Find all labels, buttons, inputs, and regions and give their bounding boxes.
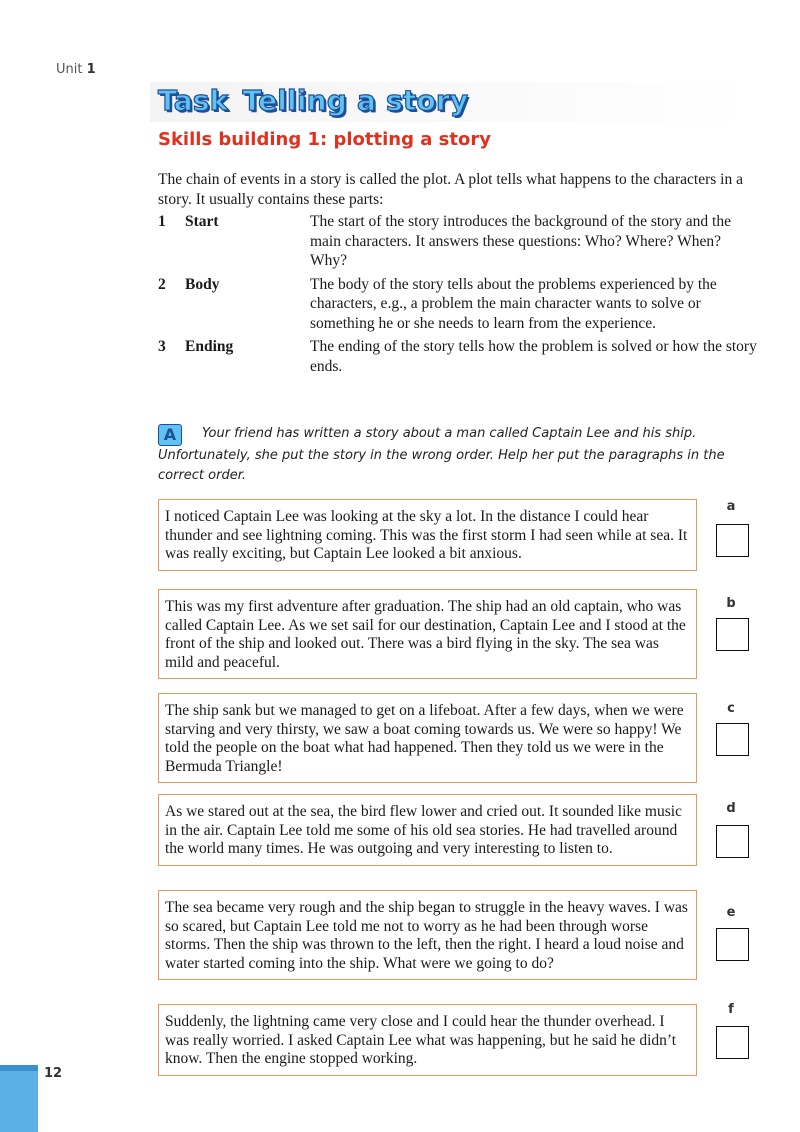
page-number: 12 bbox=[44, 1066, 63, 1081]
paragraph-letter-f: f bbox=[728, 1002, 734, 1017]
story-paragraph-e: The sea became very rough and the ship began to struggle in the heavy waves. I was so scared, but Captain Lee told me not to worry as he had been through worse storms. Then the ship was thrown to the left, then the right. I heard a loud noise and water started coming into the ship. What were we going to do? bbox=[158, 890, 697, 980]
unit-label: Unit 1 bbox=[56, 62, 96, 77]
story-paragraph-f: Suddenly, the lightning came very close and I could hear the thunder overhead. I was really worried. I asked Captain Lee what was happening, but he said he didn’t know. Then the engine stopped working. bbox=[158, 1004, 697, 1076]
page-edge-tab-accent bbox=[0, 1065, 38, 1071]
answer-box-d[interactable] bbox=[716, 825, 749, 858]
page-edge-tab bbox=[0, 1065, 38, 1132]
story-paragraph-b: This was my first adventure after graduation. The ship had an old captain, who was called Captain Lee. As we set sail for our destination, Captain Lee and I stood at the front of the ship and looked out. There was a bird flying in the sky. The sea was mild and peaceful. bbox=[158, 589, 697, 679]
plot-part-start: 1 Start The start of the story introduces the background of the story and the main characters. It answers these questions: Who? Where? When? Why? bbox=[158, 213, 731, 269]
plot-part-body: 2 Body The body of the story tells about the problems experienced by the characters, e.g., a problem the main character wants to solve or something he or she needs to learn from the experience. bbox=[158, 275, 717, 332]
paragraph-letter-b: b bbox=[726, 596, 736, 611]
story-paragraph-c: The ship sank but we managed to get on a lifeboat. After a few days, when we were starving and very thirsty, we saw a boat coming towards us. We were so happy! We told the people on the boat what had happened. Then they told us we were in the Bermuda Triangle! bbox=[158, 693, 697, 783]
plot-part-ending: 3 Ending The ending of the story tells how the problem is solved or how the story ends. bbox=[158, 338, 757, 375]
paragraph-letter-d: d bbox=[726, 801, 736, 816]
answer-box-f[interactable] bbox=[716, 1026, 749, 1059]
exercise-badge-icon: A bbox=[158, 424, 182, 446]
page-title: Task Telling a story bbox=[158, 84, 469, 117]
story-paragraph-d: As we stared out at the sea, the bird flew lower and cried out. It sounded like music in the air. Captain Lee told me some of his old sea stories. He had travelled around the world many times. He was outgoing and very interesting to listen to. bbox=[158, 794, 697, 866]
answer-box-b[interactable] bbox=[716, 618, 749, 651]
intro-text: The chain of events in a story is called the plot. A plot tells what happens to the characters in a story. It usually contains these parts: bbox=[158, 171, 743, 208]
answer-box-e[interactable] bbox=[716, 928, 749, 961]
section-subtitle: Skills building 1: plotting a story bbox=[158, 129, 491, 150]
paragraph-letter-c: c bbox=[727, 701, 735, 716]
exercise-instruction: A Your friend has written a story about a man called Captain Lee and his ship. Unfortunately, she put the story in the wrong order. Help her put the paragraphs in the correct order. bbox=[158, 425, 725, 483]
paragraph-letter-a: a bbox=[726, 499, 736, 514]
answer-box-a[interactable] bbox=[716, 524, 749, 557]
paragraph-letter-e: e bbox=[726, 905, 736, 920]
answer-box-c[interactable] bbox=[716, 723, 749, 756]
story-paragraph-a: I noticed Captain Lee was looking at the sky a lot. In the distance I could hear thunder and see lightning coming. This was the first storm I had seen while at sea. It was really exciting, but Captain Lee looked a bit anxious. bbox=[158, 499, 697, 571]
plot-parts-list bbox=[158, 212, 768, 380]
